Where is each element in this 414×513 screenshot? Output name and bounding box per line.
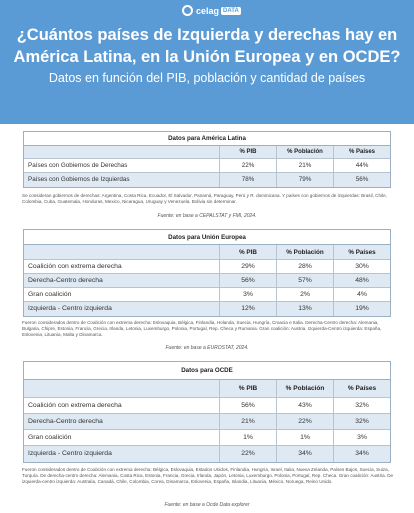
table-header-row [24, 380, 390, 398]
row-label: Izquierda - Centro izquierda [24, 446, 220, 462]
column-header: % PIB [220, 380, 277, 397]
logo-icon [182, 5, 193, 16]
cell-paises: 48% [355, 277, 369, 284]
table-row [24, 302, 390, 316]
logo-text: celag [196, 5, 220, 16]
table-ocde [23, 361, 391, 463]
table-title: Datos para OCDE [24, 362, 390, 380]
table-row [24, 430, 390, 446]
cell-pib: 21% [220, 414, 277, 429]
row-label: Países con Gobiernos de Izquierdas [24, 173, 220, 187]
cell-pib: 1% [220, 430, 277, 445]
table-union-europea [23, 229, 391, 317]
cell-paises: 32% [355, 402, 369, 409]
row-label: Coalición con extrema derecha [24, 398, 220, 413]
table-row [24, 398, 390, 414]
cell-paises: 30% [355, 263, 369, 270]
cell-pib: 12% [220, 302, 277, 316]
cell-poblacion: 57% [277, 274, 334, 287]
table-row [24, 446, 390, 462]
cell-paises: 56% [355, 176, 369, 183]
cell-poblacion: 2% [277, 288, 334, 301]
column-header: % Países [347, 385, 377, 392]
cell-pib: 78% [220, 173, 277, 187]
table-note: Se consideran gobiernos de derechas: Argentina, Costa Rica, Ecuador, El Salvador, Panamá, Paraguay, Perú y R. dominicana. Y países con gobiernos de izquierdas: Brasil, Chile, Colombia, Cuba, Guatemala, Honduras, Mexico, Nicaragua, Uruguay y Venezuela. Bolivia sin determinar. [22, 193, 387, 205]
cell-paises: 3% [357, 434, 367, 441]
table-row [24, 173, 390, 187]
cell-pib: 56% [220, 274, 277, 287]
cell-poblacion: 21% [277, 159, 334, 172]
table-row [24, 288, 390, 302]
table-note: Fueron considerados dentro de Coalición con extrema derecha: Bélgica, Eslovaquia, Estados Unidos, Finlandia, Hungría, Israel, Italia, Nueva Zelanda, Países Bajos, Suecia, Suiza, Turquía. De derecha-centro derecha: Alemania, Costa Rica, Estonia, Francia, Grecia, Irlanda, Japón, Letonia, Luxemburgo, Polonia, Portugal, Rep. Checa. Gran coalición: Austria. De izquierda-centro izquierda: Australia, Canadá, Chile, Colombia, Corea, Dinamarca, Eslovenia, España, Islandia, Lituania, México, Noruega, Reino Unido. [22, 467, 394, 485]
table-america-latina [23, 131, 391, 188]
header-banner [0, 0, 414, 124]
column-header [24, 380, 220, 397]
cell-poblacion: 1% [277, 430, 334, 445]
cell-pib: 22% [220, 446, 277, 462]
cell-poblacion: 79% [277, 173, 334, 187]
cell-paises: 4% [357, 291, 367, 298]
table-title: Datos para América Latina [24, 132, 390, 146]
table-row [24, 260, 390, 274]
table-row [24, 159, 390, 173]
column-header [24, 146, 220, 158]
table-title: Datos para Unión Europea [24, 230, 390, 245]
page-subtitle: Datos en función del PIB, población y cantidad de países [48, 71, 366, 85]
column-header: % Población [277, 380, 334, 397]
row-label: Coalición con extrema derecha [24, 260, 220, 273]
cell-pib: 29% [220, 260, 277, 273]
cell-pib: 22% [220, 159, 277, 172]
cell-paises: 44% [355, 162, 369, 169]
column-header [24, 245, 220, 259]
column-header: % PIB [220, 146, 277, 158]
row-label: Derecha-Centro derecha [24, 414, 220, 429]
cell-pib: 56% [220, 398, 277, 413]
cell-paises: 19% [355, 305, 369, 312]
row-label: Gran coalición [24, 288, 220, 301]
column-header: % Población [277, 245, 334, 259]
cell-poblacion: 13% [277, 302, 334, 316]
cell-paises: 32% [355, 418, 369, 425]
page-title: ¿Cuántos países de Izquierda y derechas hay en América Latina, en la Unión Europea y en OCDE? [13, 26, 401, 66]
table-header-row [24, 245, 390, 260]
logo-tag: DATA [223, 7, 239, 14]
cell-paises: 34% [355, 450, 369, 457]
table-row [24, 414, 390, 430]
row-label: Izquierda - Centro izquierda [24, 302, 220, 316]
cell-pib: 3% [220, 288, 277, 301]
column-header: % Países [348, 249, 376, 256]
row-label: Gran coalición [24, 430, 220, 445]
table-source: Fuente: en base a CEPALSTAT y FMI, 2024. [157, 213, 257, 219]
cell-poblacion: 22% [277, 414, 334, 429]
table-source: Fuente: en base a Ocde Data explorer [164, 502, 250, 508]
row-label: Países con Gobiernos de Derechas [24, 159, 220, 172]
brand-logo [182, 4, 241, 17]
column-header: % Población [277, 146, 334, 158]
table-header-row [24, 146, 390, 159]
table-note: Fueron considerados dentro de Coalición con extrema derecha: Eslovaquia, Bélgica, Finlandia, Holanda, Suecia, Hungría, Croacia e Italia. Derecha-Centro derecha: Alemania, Bulgaria, Chipre, Estonia, Francia, Grecia, Irlanda, Letonia, Luxemburgo, Polonia, Portugal, Rep. Checa y Rumania. Gran coalición: Austria. Izquierda-Centro izquierda: España, Eslovenia, Lituania, Malta y Dinamarca. [22, 320, 382, 338]
table-row [24, 274, 390, 288]
table-source: Fuente: en base a EUROSTAT, 2024. [165, 345, 249, 351]
column-header: % Países [348, 149, 376, 155]
cell-poblacion: 43% [277, 398, 334, 413]
row-label: Derecha-Centro derecha [24, 274, 220, 287]
column-header: % PIB [220, 245, 277, 259]
cell-poblacion: 34% [277, 446, 334, 462]
cell-poblacion: 28% [277, 260, 334, 273]
